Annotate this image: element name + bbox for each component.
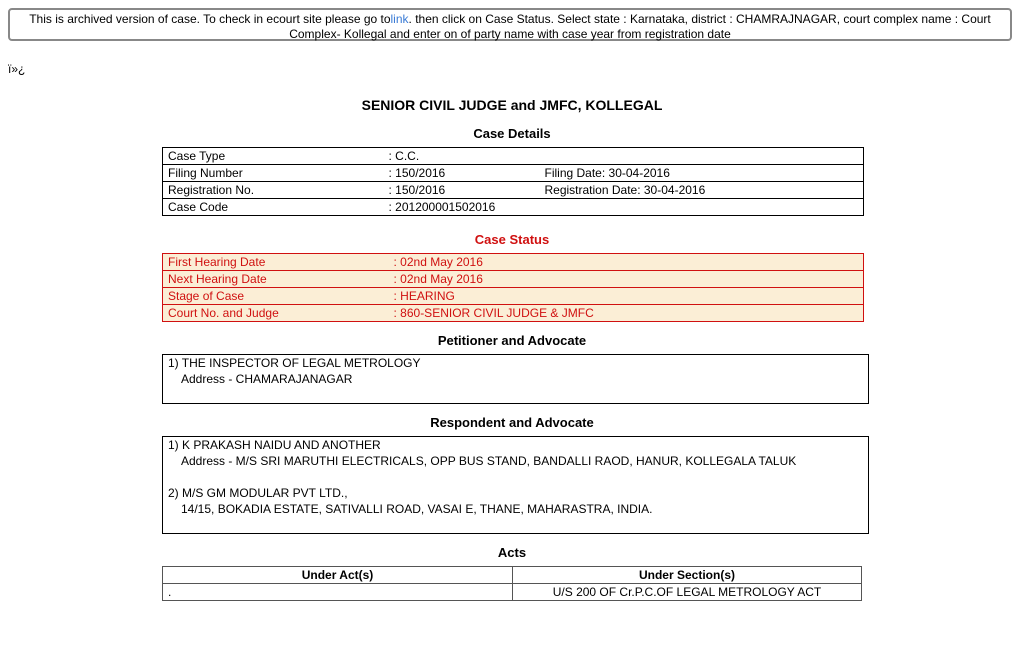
archive-notice bbox=[8, 8, 1012, 41]
respondent-2-name: 2) M/S GM MODULAR PVT LTD., bbox=[168, 486, 348, 500]
case-code-extra bbox=[540, 199, 864, 216]
stage-value: : HEARING bbox=[389, 288, 864, 305]
filing-date: Filing Date: 30-04-2016 bbox=[540, 165, 864, 182]
case-type-value: : C.C. bbox=[384, 148, 540, 165]
first-hearing-value: : 02nd May 2016 bbox=[389, 254, 864, 271]
notice-text-after: . then click on Case Status. Select state : Karnataka, district : CHAMRAJNAGAR, court complex name : Court Complex- Kollegal and enter on of party name with case year from registration date bbox=[289, 12, 991, 41]
case-code-label: Case Code bbox=[163, 199, 384, 216]
filing-number-value: : 150/2016 bbox=[384, 165, 540, 182]
act-cell: . bbox=[163, 584, 513, 601]
case-status-table bbox=[162, 253, 864, 322]
case-type-label: Case Type bbox=[163, 148, 384, 165]
table-row bbox=[163, 148, 864, 165]
first-hearing-label: First Hearing Date bbox=[163, 254, 389, 271]
filing-number-label: Filing Number bbox=[163, 165, 384, 182]
petitioner-name: 1) THE INSPECTOR OF LEGAL METROLOGY bbox=[168, 356, 421, 370]
table-row bbox=[163, 584, 862, 601]
respondent-title: Respondent and Advocate bbox=[430, 415, 594, 430]
respondent-2-address: 14/15, BOKADIA ESTATE, SATIVALLI ROAD, VASAI E, THANE, MAHARASTRA, INDIA. bbox=[181, 502, 653, 516]
ecourt-link[interactable]: link bbox=[390, 12, 409, 26]
acts-header-row bbox=[163, 567, 862, 584]
acts-table bbox=[162, 566, 862, 601]
case-status-title: Case Status bbox=[474, 232, 550, 247]
table-row bbox=[163, 165, 864, 182]
table-row bbox=[163, 271, 864, 288]
court-judge-value: : 860-SENIOR CIVIL JUDGE & JMFC bbox=[389, 305, 864, 322]
stage-label: Stage of Case bbox=[163, 288, 389, 305]
case-details-table bbox=[162, 147, 864, 216]
case-type-extra bbox=[540, 148, 864, 165]
petitioner-title: Petitioner and Advocate bbox=[437, 333, 587, 348]
petitioner-box bbox=[162, 354, 869, 404]
section-cell: U/S 200 OF Cr.P.C.OF LEGAL METROLOGY ACT bbox=[513, 584, 862, 601]
registration-no-label: Registration No. bbox=[163, 182, 384, 199]
respondent-box bbox=[162, 436, 869, 534]
respondent-1-address: Address - M/S SRI MARUTHI ELECTRICALS, OPP BUS STAND, BANDALLI RAOD, HANUR, KOLLEGALA TALUK bbox=[181, 454, 797, 468]
case-code-value: : 201200001502016 bbox=[384, 199, 540, 216]
table-row bbox=[163, 254, 864, 271]
next-hearing-label: Next Hearing Date bbox=[163, 271, 389, 288]
acts-title: Acts bbox=[497, 545, 527, 560]
table-row bbox=[163, 288, 864, 305]
registration-no-value: : 150/2016 bbox=[384, 182, 540, 199]
table-row bbox=[163, 199, 864, 216]
court-title: SENIOR CIVIL JUDGE and JMFC, KOLLEGAL bbox=[361, 97, 663, 113]
bom-artifact-text: ï»¿ bbox=[8, 62, 26, 76]
under-acts-header: Under Act(s) bbox=[163, 567, 513, 584]
table-row bbox=[163, 182, 864, 199]
petitioner-address: Address - CHAMARAJANAGAR bbox=[181, 372, 353, 386]
under-sections-header: Under Section(s) bbox=[513, 567, 862, 584]
next-hearing-value: : 02nd May 2016 bbox=[389, 271, 864, 288]
court-judge-label: Court No. and Judge bbox=[163, 305, 389, 322]
notice-text-before: This is archived version of case. To check in ecourt site please go to bbox=[29, 12, 391, 26]
table-row bbox=[163, 305, 864, 322]
registration-date: Registration Date: 30-04-2016 bbox=[540, 182, 864, 199]
respondent-1-name: 1) K PRAKASH NAIDU AND ANOTHER bbox=[168, 438, 381, 452]
case-details-title: Case Details bbox=[473, 126, 551, 141]
